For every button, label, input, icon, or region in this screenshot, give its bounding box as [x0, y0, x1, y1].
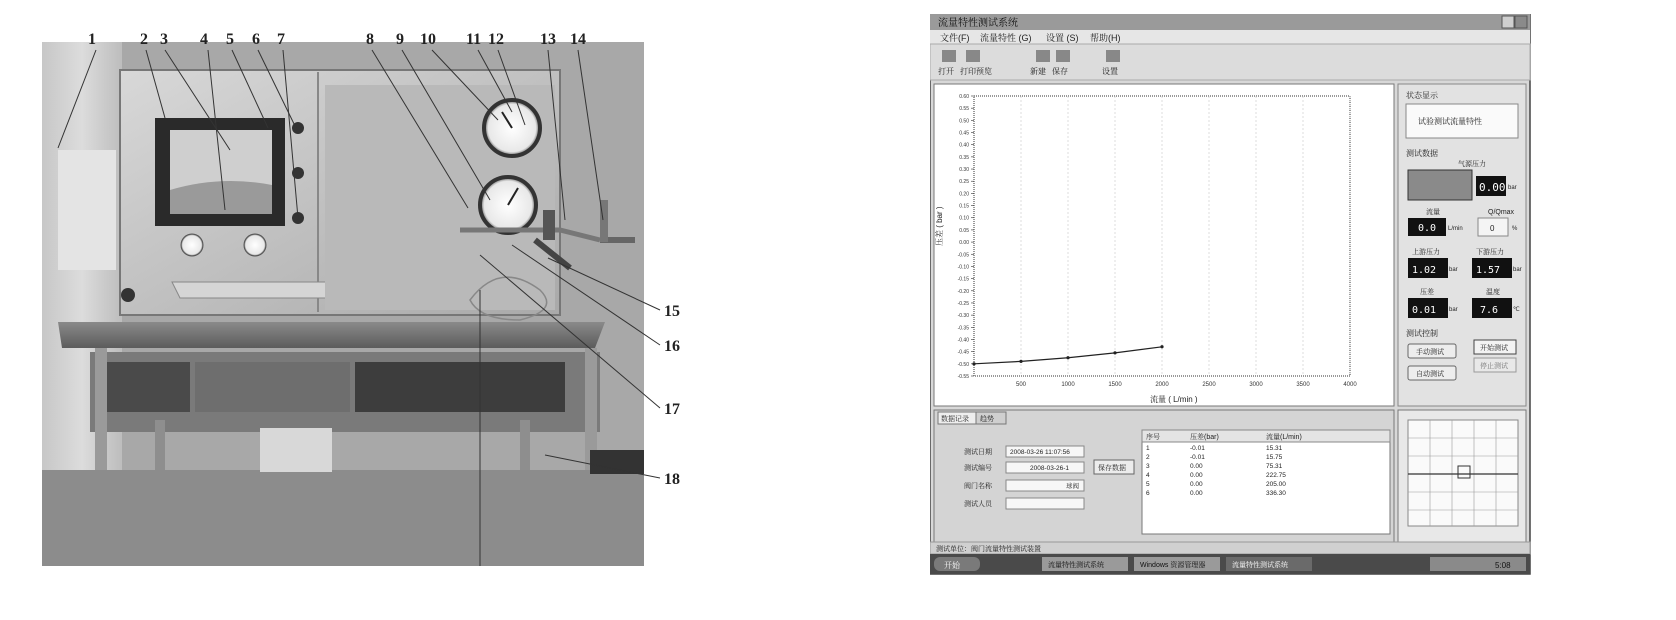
taskbar-item-label: 流量特性测试系统: [1232, 562, 1288, 569]
table-cell: 2: [1146, 454, 1150, 461]
callout-number: 18: [664, 471, 680, 488]
y-tick-label: 0.45: [959, 130, 969, 137]
table-cell: -0.01: [1190, 454, 1205, 461]
taskbar-clock: 5:08: [1495, 561, 1511, 570]
y-tick-label: -0.35: [957, 325, 969, 332]
field-label: 测试编号: [964, 465, 992, 472]
print-preview-icon: [966, 50, 980, 62]
y-tick-label: -0.30: [957, 313, 969, 320]
software-screenshot: [930, 14, 1660, 610]
callout-number: 10: [420, 31, 436, 48]
tab-label: 数据记录: [941, 416, 969, 423]
save-icon: [1056, 50, 1070, 62]
data-point: [1066, 356, 1069, 359]
toolbar-save[interactable]: 保存: [1052, 67, 1068, 76]
callout-number: 12: [488, 31, 504, 48]
gauge-value: 0: [1490, 224, 1495, 233]
callout-number: 7: [277, 31, 285, 48]
y-tick-label: 0.55: [959, 106, 969, 113]
maximize-button[interactable]: [1502, 16, 1514, 28]
callout-number: 13: [540, 31, 556, 48]
field-value: 2008-03-26-1: [1030, 465, 1070, 472]
callout-number: 17: [664, 401, 680, 418]
callout-number: 16: [664, 338, 680, 355]
gauge-label: 压差: [1420, 289, 1434, 296]
table-cell: 0.00: [1190, 463, 1203, 470]
y-tick-label: 0.05: [959, 227, 969, 234]
x-tick-label: 1000: [1061, 382, 1075, 388]
y-tick-label: 0.30: [959, 167, 969, 174]
y-axis-label: 压差 ( bar ): [935, 206, 944, 246]
y-tick-label: 0.60: [959, 94, 969, 100]
x-tick-label: 500: [1015, 382, 1027, 388]
x-tick-label: 2000: [1155, 382, 1169, 388]
gauge-unit: %: [1512, 226, 1518, 232]
stop-test-label: 停止测试: [1480, 363, 1508, 370]
x-tick-label: 4000: [1343, 382, 1357, 388]
gauge-value: 0.00: [1479, 181, 1506, 194]
y-tick-label: -0.45: [957, 349, 969, 356]
data-panel-title: 测试数据: [1406, 149, 1438, 158]
title-bar: [930, 14, 1530, 30]
y-tick-label: 0.25: [959, 179, 969, 186]
gauge-unit: bar: [1508, 185, 1517, 191]
toolbar-print-preview[interactable]: 打印预览: [960, 67, 992, 76]
menu-flow[interactable]: 流量特性 (G): [980, 33, 1032, 43]
gauge-label: 下游压力: [1476, 249, 1504, 256]
window-title: 流量特性测试系统: [938, 18, 1018, 29]
gauge-unit: bar: [1513, 267, 1522, 273]
open-icon: [942, 50, 956, 62]
y-tick-label: -0.15: [957, 276, 969, 283]
y-tick-label: 0.40: [959, 142, 969, 149]
gauge-value: 1.57: [1476, 265, 1501, 276]
data-point: [1113, 351, 1116, 354]
gauge-label: 流量: [1426, 209, 1440, 216]
manual-test-label: 手动测试: [1416, 349, 1444, 356]
gauge-value: 1.02: [1412, 265, 1437, 276]
data-point: [1019, 360, 1022, 363]
gauge-label: 气源压力: [1458, 161, 1486, 168]
system-tray: [1430, 557, 1526, 571]
gauge-bar: [1408, 170, 1472, 200]
control-panel-title: 测试控制: [1406, 329, 1438, 338]
field-label: 阀门名称: [964, 483, 992, 490]
callout-number: 9: [396, 31, 404, 48]
callout-number: 8: [366, 31, 374, 48]
x-tick-label: 2500: [1202, 382, 1216, 388]
table-cell: 1: [1146, 445, 1150, 452]
table-cell: 15.31: [1266, 445, 1283, 452]
table-cell: 205.00: [1266, 481, 1286, 488]
table-cell: 336.30: [1266, 490, 1286, 497]
taskbar-item-label: Windows 资源管理器: [1140, 562, 1206, 569]
table-top: [58, 322, 605, 348]
taskbar-item-label: 流量特性测试系统: [1048, 562, 1104, 569]
table-cell: 0.00: [1190, 481, 1203, 488]
x-tick-label: 3000: [1249, 382, 1263, 388]
gauge-label: 温度: [1486, 289, 1500, 296]
field-value: 2008-03-26 11:07:56: [1010, 449, 1070, 456]
y-tick-label: -0.50: [957, 361, 969, 368]
y-tick-label: 0.50: [959, 118, 969, 125]
table-cell: 5: [1146, 481, 1150, 488]
gauge-unit: ℃: [1513, 307, 1520, 313]
callout-number: 2: [140, 31, 148, 48]
table-cell: 4: [1146, 472, 1150, 479]
gauge-unit: bar: [1449, 267, 1458, 273]
gauge-unit: L/min: [1448, 226, 1463, 232]
status-bar: 测试单位：阀门流量特性测试装置: [936, 546, 1041, 553]
data-point: [972, 362, 975, 365]
gauge-value: 7.6: [1480, 305, 1499, 316]
callout-number: 5: [226, 31, 234, 48]
menu-settings[interactable]: 设置 (S): [1046, 33, 1079, 43]
y-tick-label: -0.20: [957, 288, 969, 295]
settings-icon: [1106, 50, 1120, 62]
gauge-value: 0.0: [1418, 223, 1437, 234]
new-icon: [1036, 50, 1050, 62]
status-panel-title: 状态显示: [1406, 91, 1438, 100]
table-header-cell: 序号: [1146, 434, 1160, 441]
callout-number: 1: [88, 31, 96, 48]
chart-panel: [934, 84, 1394, 406]
toolbar-open[interactable]: 打开: [938, 67, 954, 76]
close-button[interactable]: [1515, 16, 1527, 28]
field-label: 测试日期: [964, 449, 992, 456]
table-cell: 75.31: [1266, 463, 1283, 470]
callout-number: 4: [200, 31, 208, 48]
menu-file[interactable]: 文件(F): [940, 33, 970, 43]
y-tick-label: -0.25: [957, 300, 969, 307]
x-axis-label: 流量 ( L/min ): [1150, 395, 1198, 404]
field-value: 球阀: [1066, 483, 1079, 490]
menu-help[interactable]: 帮助(H): [1090, 33, 1121, 43]
callout-number: 14: [570, 31, 586, 48]
y-tick-label: 0.15: [959, 203, 969, 210]
y-tick-label: 0.20: [959, 191, 969, 198]
table-cell: -0.01: [1190, 445, 1205, 452]
tab-label: 趋势: [980, 416, 994, 423]
y-tick-label: -0.10: [957, 264, 969, 271]
table-cell: 3: [1146, 463, 1150, 470]
table-cell: 0.00: [1190, 472, 1203, 479]
gauge-label: Q/Qmax: [1488, 209, 1515, 216]
callout-number: 15: [664, 303, 680, 320]
status-message: 试验测试流量特性: [1418, 117, 1482, 126]
table-cell: 15.75: [1266, 454, 1283, 461]
save-data-label: 保存数据: [1098, 465, 1126, 472]
tester-field[interactable]: [1006, 498, 1084, 509]
y-tick-label: -0.55: [957, 374, 969, 380]
toolbar-settings[interactable]: 设置: [1102, 67, 1118, 76]
y-tick-label: 0.00: [959, 240, 969, 247]
callout-number: 3: [160, 31, 168, 48]
toolbar-new[interactable]: 新建: [1030, 67, 1046, 76]
y-tick-label: -0.40: [957, 337, 969, 344]
table-header-cell: 流量(L/min): [1266, 434, 1302, 441]
start-test-label: 开始测试: [1480, 345, 1508, 352]
gauge-value: 0.01: [1412, 305, 1437, 316]
y-tick-label: 0.10: [959, 215, 969, 222]
table-cell: 222.75: [1266, 472, 1286, 479]
x-tick-label: 3500: [1296, 382, 1310, 388]
gauge-unit: bar: [1449, 307, 1458, 313]
gauge-label: 上游压力: [1412, 249, 1440, 256]
auto-test-label: 自动测试: [1416, 371, 1444, 378]
start-label: 开始: [944, 561, 960, 570]
table-header-cell: 压差(bar): [1190, 434, 1219, 441]
y-tick-label: -0.05: [957, 252, 969, 259]
x-tick-label: 1500: [1108, 382, 1122, 388]
field-label: 测试人员: [964, 501, 992, 508]
table-cell: 0.00: [1190, 490, 1203, 497]
callout-number: 11: [466, 31, 482, 48]
callout-number: 6: [252, 31, 260, 48]
y-tick-label: 0.35: [959, 154, 969, 161]
table-cell: 6: [1146, 490, 1150, 497]
data-point: [1160, 345, 1163, 348]
